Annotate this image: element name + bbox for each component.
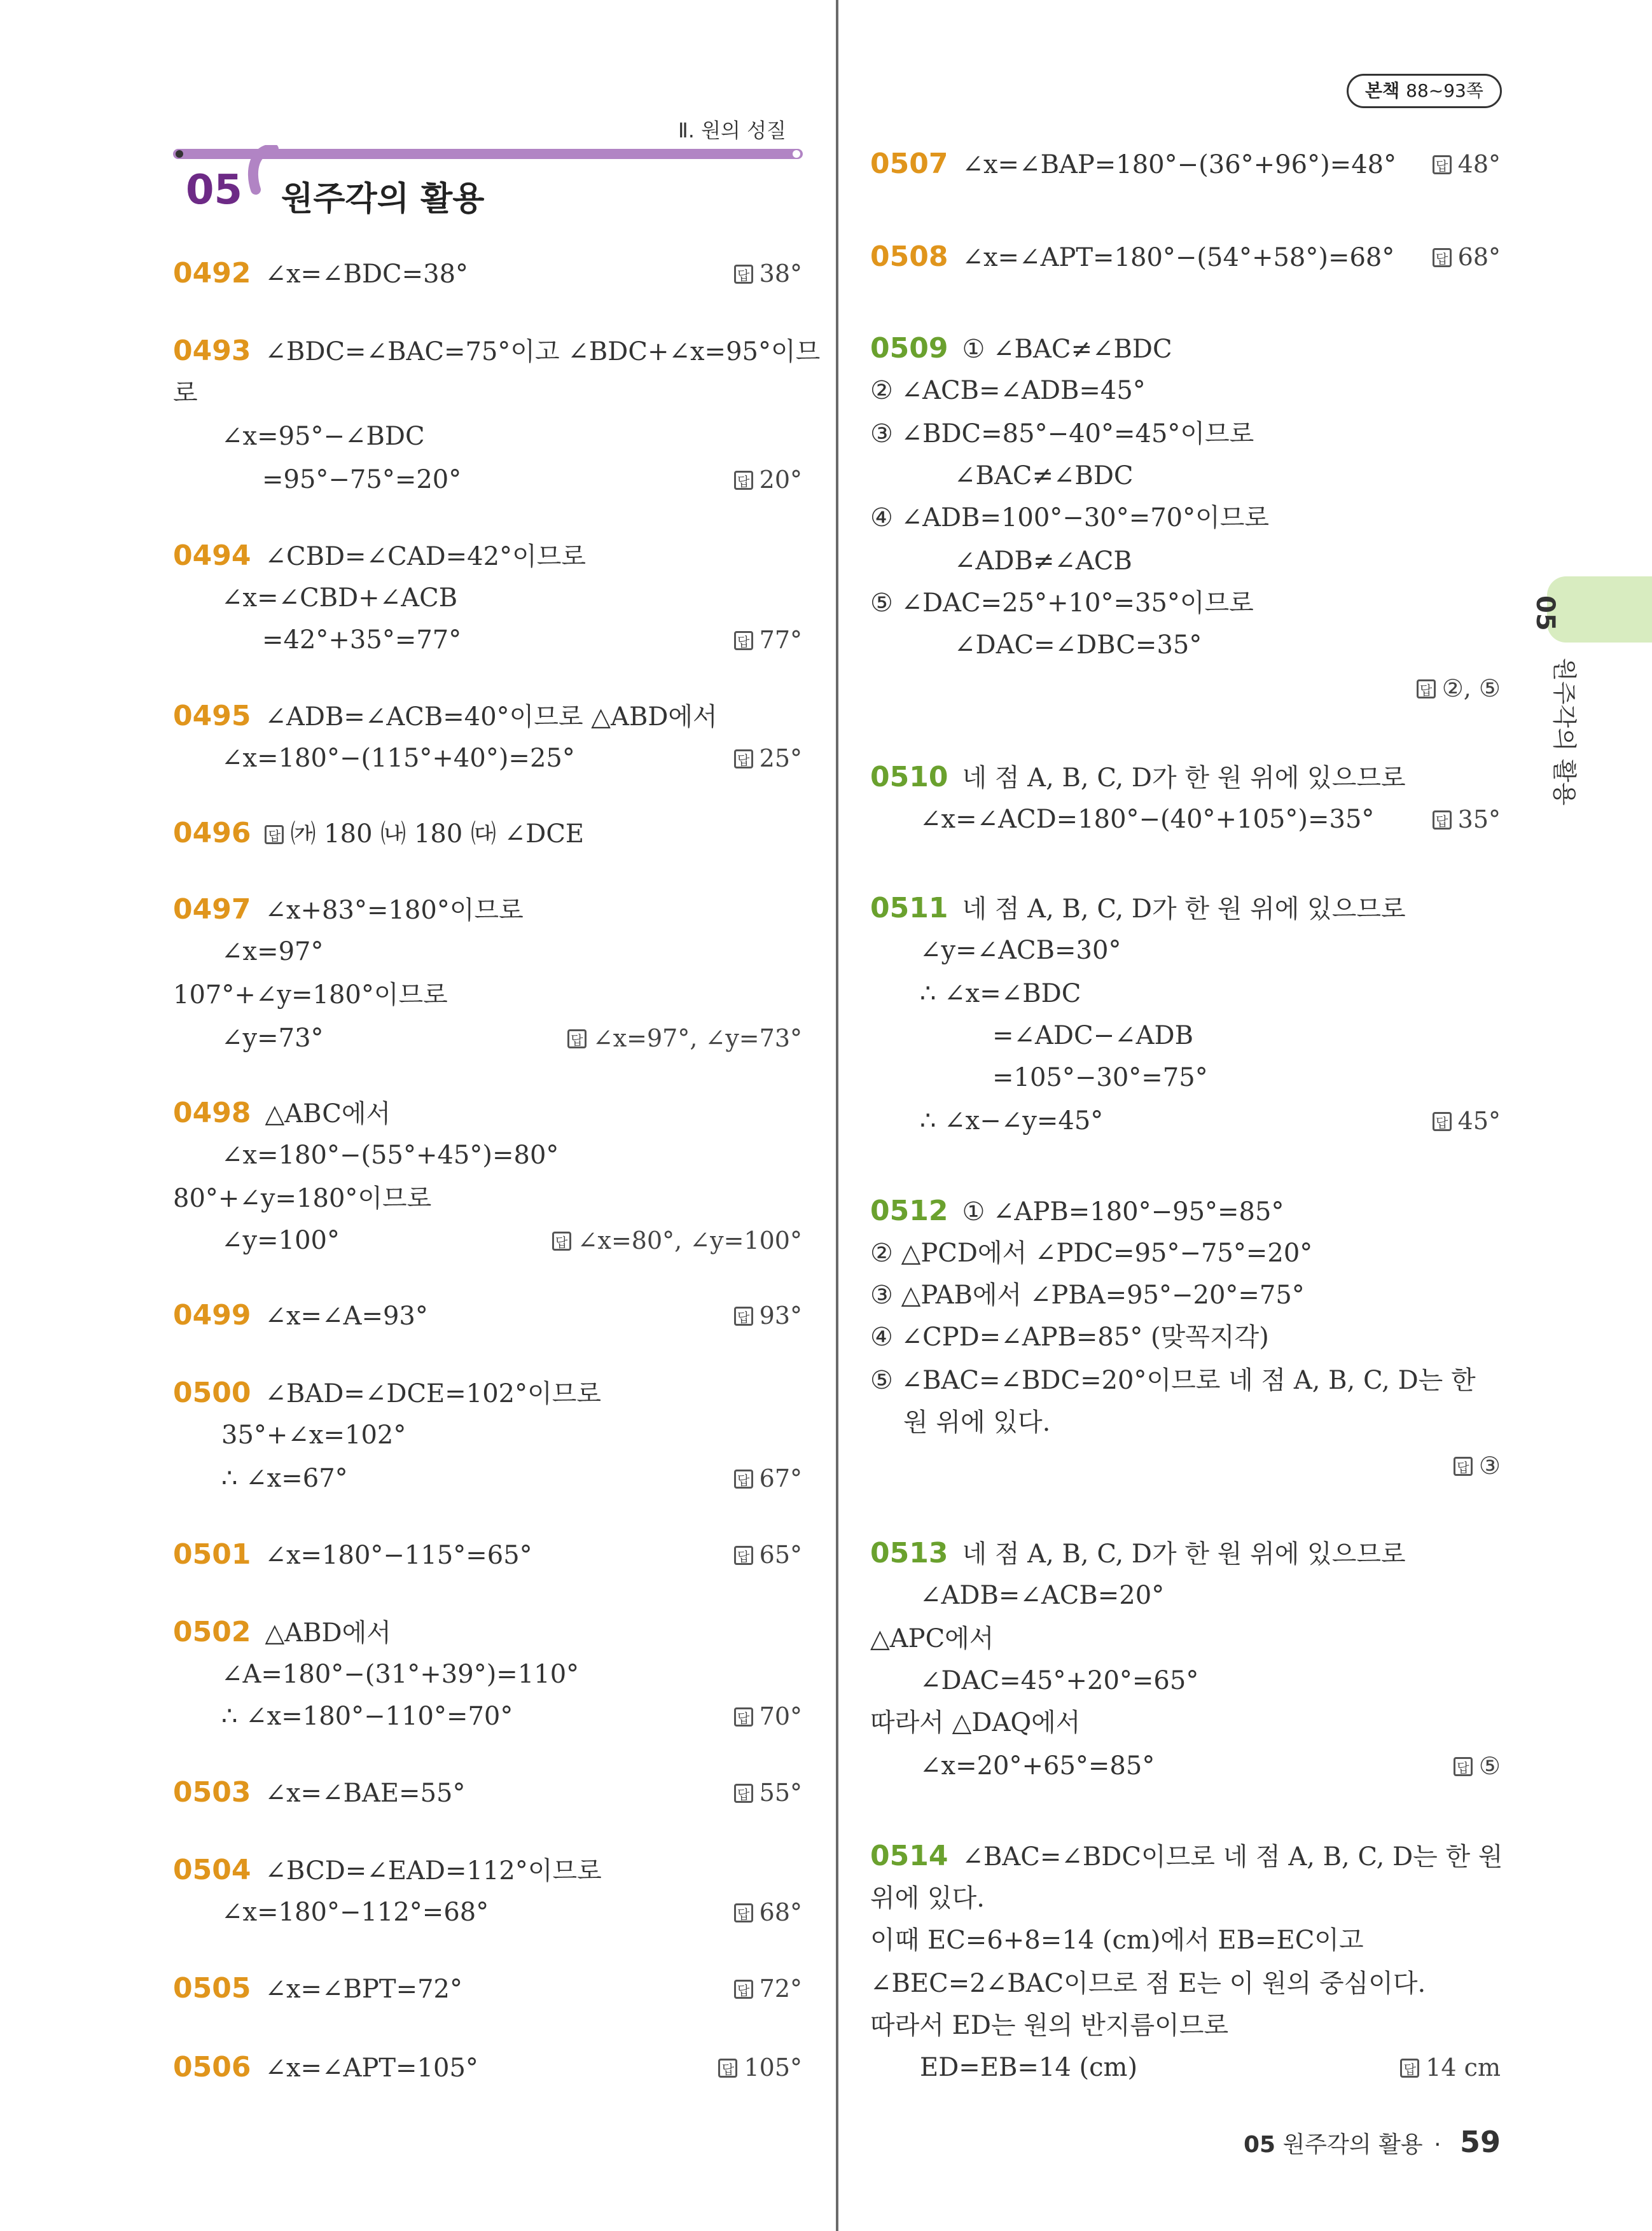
solution-line: ∠CBD=∠CAD=42°이므로 (265, 542, 586, 571)
footer-separator: · (1434, 2132, 1441, 2158)
solution-line: ⑤ ∠DAC=25°+10°=35°이므로 (870, 588, 1254, 618)
answer-value: 93° (759, 1302, 802, 1330)
solution-line: ∠ADB=∠ACB=40°이므로 △ABD에서 (265, 702, 718, 732)
answer-value: 55° (759, 1779, 802, 1807)
problem-0497 (173, 892, 524, 928)
solution-line: ㈎ 180 ㈏ 180 ㈐ ∠DCE (290, 819, 585, 849)
solution-line: ∠x=∠ACD=180°−(40°+105°)=35° (920, 805, 1375, 834)
answer-icon: 답 (1433, 155, 1452, 174)
answer-0493 (734, 462, 802, 497)
solution-line: ③ △PAB에서 ∠PBA=95°−20°=75° (870, 1281, 1305, 1310)
solution-line: ∴ ∠x=∠BDC (920, 979, 1081, 1008)
problem-0506 (173, 2050, 478, 2086)
solution-line: ∠x=∠BAP=180°−(36°+96°)=48° (962, 150, 1397, 179)
answer-icon: 답 (552, 1232, 571, 1251)
solution-line: △ABC에서 (265, 1099, 391, 1129)
answer-0495 (734, 740, 802, 776)
answer-icon: 답 (734, 1546, 753, 1565)
answer-icon: 답 (734, 1307, 753, 1326)
answer-icon: 답 (734, 471, 753, 490)
problem-number: 0510 (870, 761, 948, 793)
problem-number: 0496 (173, 817, 251, 849)
answer-0507 (1433, 146, 1501, 182)
chapter-number: 05 (186, 167, 243, 214)
answer-icon: 답 (734, 1784, 753, 1803)
solution-line: 107°+∠y=180°이므로 (173, 980, 448, 1010)
problem-number: 0503 (173, 1776, 251, 1809)
solution-line: 네 점 A, B, C, D가 한 원 위에 있으므로 (962, 1539, 1406, 1569)
solution-line: ∠BDC=∠BAC=75°이고 ∠BDC+∠x=95°이므 (265, 337, 821, 366)
solution-line: ∴ ∠x=67° (221, 1464, 348, 1493)
solution-line: ② ∠ACB=∠ADB=45° (870, 376, 1146, 405)
solution-line: =95°−75°=20° (262, 465, 462, 494)
problem-0502 (173, 1615, 391, 1651)
solution-line: 따라서 △DAQ에서 (870, 1708, 1081, 1737)
answer-value: ②, ⑤ (1441, 674, 1501, 702)
problem-number: 0493 (173, 335, 251, 367)
solution-line: ① ∠APB=180°−95°=85° (962, 1197, 1284, 1227)
problem-0501 (173, 1537, 532, 1573)
problem-0509 (870, 331, 1172, 367)
problem-number: 0508 (870, 240, 948, 273)
solution-line: 35°+∠x=102° (221, 1421, 406, 1450)
problem-number: 0495 (173, 700, 251, 732)
solution-line: ∠BCD=∠EAD=112°이므로 (265, 1856, 602, 1886)
solution-line: 네 점 A, B, C, D가 한 원 위에 있으므로 (962, 894, 1406, 924)
solution-line: △APC에서 (870, 1624, 994, 1653)
problem-number: 0514 (870, 1840, 948, 1872)
problem-number: 0498 (173, 1097, 251, 1129)
problem-number: 0507 (870, 148, 948, 180)
problem-0492 (173, 256, 468, 292)
answer-0512 (1454, 1448, 1501, 1484)
problem-0505 (173, 1971, 462, 2007)
answer-0511 (1433, 1103, 1501, 1139)
problem-number: 0497 (173, 893, 251, 926)
solution-line: ∠x=∠BDC=38° (265, 260, 469, 289)
answer-icon: 답 (567, 1029, 587, 1048)
answer-value: 105° (744, 2054, 802, 2082)
answer-value: 68° (1457, 243, 1501, 271)
answer-value: 35° (1457, 805, 1501, 833)
footer-chapter: 05 (1243, 2132, 1276, 2158)
answer-icon: 답 (734, 1470, 753, 1489)
problem-0511 (870, 891, 1406, 927)
answer-icon: 답 (1454, 1757, 1473, 1776)
solution-line: ∠BAC=∠BDC이므로 네 점 A, B, C, D는 한 원 (962, 1842, 1503, 1872)
solution-line: △ABD에서 (265, 1618, 391, 1648)
solution-line: ∠x=180°−(115°+40°)=25° (221, 744, 575, 773)
answer-value: 25° (759, 744, 802, 772)
problem-0510 (870, 760, 1406, 796)
chapter-title: 원주각의 활용 (281, 180, 485, 218)
column-divider (836, 0, 838, 2231)
answer-0508 (1433, 239, 1501, 275)
answer-0502 (734, 1699, 802, 1734)
solution-line: ∠ADB≠∠ACB (954, 546, 1132, 576)
problem-number: 0504 (173, 1854, 251, 1886)
answer-value: 14 cm (1426, 2054, 1501, 2082)
problem-number: 0505 (173, 1972, 251, 2005)
answer-icon: 답 (1433, 248, 1452, 267)
answer-icon: 답 (1433, 1112, 1452, 1131)
solution-line: 원 위에 있다. (903, 1408, 1051, 1437)
answer-value: 77° (759, 626, 802, 654)
problem-number: 0500 (173, 1377, 251, 1409)
problem-number: 0502 (173, 1616, 251, 1648)
answer-0513 (1454, 1748, 1501, 1784)
answer-icon: 답 (718, 2059, 737, 2078)
answer-icon: 답 (1433, 810, 1452, 830)
problem-0514 (870, 1838, 1503, 1875)
solution-line: ∠x=∠A=93° (265, 1302, 428, 1331)
answer-icon: 답 (734, 631, 753, 650)
solution-line: 로 (173, 379, 198, 408)
answer-icon: 답 (734, 265, 753, 284)
solution-line: 이때 EC=6+8=14 (cm)에서 EB=EC이고 (870, 1926, 1364, 1955)
solution-line: 80°+∠y=180°이므로 (173, 1184, 432, 1213)
answer-value: 67° (759, 1464, 802, 1492)
answer-value: ⑤ (1478, 1752, 1501, 1780)
answer-0510 (1433, 802, 1501, 837)
solution-line: ∠A=180°−(31°+39°)=110° (221, 1660, 580, 1689)
answer-0504 (734, 1894, 802, 1930)
solution-line: ⑤ ∠BAC=∠BDC=20°이므로 네 점 A, B, C, D는 한 (870, 1366, 1476, 1395)
answer-0509 (1417, 671, 1501, 706)
answer-0506 (718, 2050, 802, 2085)
answer-0497 (567, 1020, 802, 1056)
solution-line: ∠x=∠APT=180°−(54°+58°)=68° (962, 243, 1395, 272)
answer-0503 (734, 1775, 802, 1811)
solution-line: ∠BAD=∠DCE=102°이므로 (265, 1379, 602, 1408)
problem-number: 0506 (173, 2051, 251, 2083)
problem-number: 0513 (870, 1537, 948, 1569)
solution-line: 위에 있다. (870, 1884, 985, 1913)
answer-0501 (734, 1537, 802, 1573)
page-number: 59 (1459, 2125, 1501, 2159)
solution-line: ∠x=180°−(55°+45°)=80° (221, 1141, 559, 1170)
problem-number: 0512 (870, 1195, 948, 1227)
solution-line: ∠x=180°−112°=68° (221, 1898, 489, 1927)
solution-line: =42°+35°=77° (262, 625, 462, 655)
answer-0514 (1400, 2050, 1501, 2085)
answer-value: ∠x=97°, ∠y=73° (592, 1024, 802, 1052)
problem-number: 0492 (173, 257, 251, 289)
chapter-side-tab (1547, 576, 1652, 643)
side-tab-number: 05 (1531, 595, 1560, 631)
answer-0500 (734, 1461, 802, 1496)
answer-value: ③ (1478, 1452, 1501, 1480)
answer-value: 68° (759, 1898, 802, 1926)
solution-line: ∠x+83°=180°이므로 (265, 896, 524, 925)
answer-value: ∠x=80°, ∠y=100° (577, 1227, 802, 1255)
problem-0512 (870, 1193, 1284, 1230)
solution-line: ④ ∠CPD=∠APB=85° (맞꼭지각) (870, 1323, 1269, 1352)
solution-line: ∠x=180°−115°=65° (265, 1541, 532, 1570)
solution-line: ∠ADB=∠ACB=20° (920, 1581, 1165, 1610)
solution-line: ∠DAC=∠DBC=35° (954, 630, 1202, 660)
problem-number: 0501 (173, 1538, 251, 1571)
problem-number: 0509 (870, 332, 948, 365)
problem-0503 (173, 1775, 465, 1811)
problem-number: 0511 (870, 892, 948, 924)
solution-line: ∠y=∠ACB=30° (920, 936, 1121, 965)
reference-pages: 88~93쪽 (1406, 80, 1483, 101)
problem-0508 (870, 239, 1394, 275)
solution-line: 따라서 ED는 원의 반지름이므로 (870, 2011, 1229, 2040)
answer-value: 45° (1457, 1107, 1501, 1135)
solution-line: ④ ∠ADB=100°−30°=70°이므로 (870, 503, 1270, 532)
solution-line: ∠x=∠BPT=72° (265, 1975, 462, 2004)
answer-icon: 답 (1454, 1457, 1473, 1476)
answer-0492 (734, 256, 802, 291)
answer-icon: 답 (734, 1707, 753, 1727)
answer-icon: 답 (734, 1903, 753, 1922)
problem-0499 (173, 1298, 428, 1334)
solution-line: ∴ ∠x−∠y=45° (920, 1106, 1104, 1136)
answer-icon: 답 (734, 749, 753, 768)
reference-badge (1347, 74, 1502, 108)
answer-icon: 답 (1400, 2059, 1419, 2078)
problem-0513 (870, 1536, 1406, 1572)
ribbon-hook (242, 145, 280, 196)
problem-number: 0494 (173, 539, 251, 572)
solution-line: ∠y=100° (221, 1226, 340, 1255)
answer-value: 70° (759, 1702, 802, 1730)
solution-line: ∠x=20°+65°=85° (920, 1751, 1155, 1781)
solution-line: ∠x=97° (221, 937, 324, 966)
solution-line: 네 점 A, B, C, D가 한 원 위에 있으므로 (962, 763, 1406, 793)
breadcrumb: Ⅱ. 원의 성질 (678, 118, 786, 142)
answer-value: 20° (759, 466, 802, 494)
answer-0505 (734, 1971, 802, 2006)
problem-0500 (173, 1375, 601, 1412)
page-footer (1244, 2125, 1501, 2159)
footer-title: 원주각의 활용 (1282, 2132, 1423, 2158)
solution-line: ∠DAC=45°+20°=65° (920, 1666, 1199, 1695)
solution-line: =105°−30°=75° (992, 1063, 1208, 1092)
answer-0494 (734, 622, 802, 658)
solution-line: ∠x=∠CBD+∠ACB (221, 583, 458, 613)
problem-0504 (173, 1852, 602, 1889)
problem-0507 (870, 146, 1396, 183)
solution-line: ∠x=95°−∠BDC (221, 422, 425, 451)
answer-value: 38° (759, 260, 802, 288)
solution-line: ∠y=73° (221, 1024, 324, 1053)
solution-line: ∠BEC=2∠BAC이므로 점 E는 이 원의 중심이다. (870, 1969, 1426, 1998)
answer-value: 48° (1457, 150, 1501, 178)
solution-line: ① ∠BAC≠∠BDC (962, 335, 1172, 364)
problem-number: 0499 (173, 1299, 251, 1331)
problem-0496 (173, 816, 584, 852)
solution-line: ∠BAC≠∠BDC (954, 461, 1134, 490)
solution-line: ③ ∠BDC=85°−40°=45°이므로 (870, 419, 1254, 448)
reference-label: 본책 (1365, 80, 1400, 101)
solution-line: =∠ADC−∠ADB (992, 1021, 1193, 1050)
answer-icon: 답 (265, 825, 284, 844)
problem-0494 (173, 538, 586, 574)
problem-0495 (173, 698, 718, 735)
solution-line: ∴ ∠x=180°−110°=70° (221, 1702, 513, 1731)
answer-icon: 답 (1417, 679, 1436, 698)
answer-value: 65° (759, 1541, 802, 1569)
problem-0498 (173, 1095, 391, 1132)
solution-line: ∠x=∠APT=105° (265, 2054, 478, 2083)
problem-0493 (173, 333, 820, 370)
solution-line: ∠x=∠BAE=55° (265, 1779, 466, 1808)
solution-line: ② △PCD에서 ∠PDC=95°−75°=20° (870, 1239, 1313, 1268)
solution-line: ED=EB=14 (cm) (920, 2053, 1138, 2082)
answer-0499 (734, 1298, 802, 1333)
answer-0498 (552, 1223, 802, 1258)
side-tab-title: 원주각의 활용 (1550, 658, 1578, 806)
answer-value: 72° (759, 1975, 802, 2003)
answer-icon: 답 (734, 1980, 753, 1999)
